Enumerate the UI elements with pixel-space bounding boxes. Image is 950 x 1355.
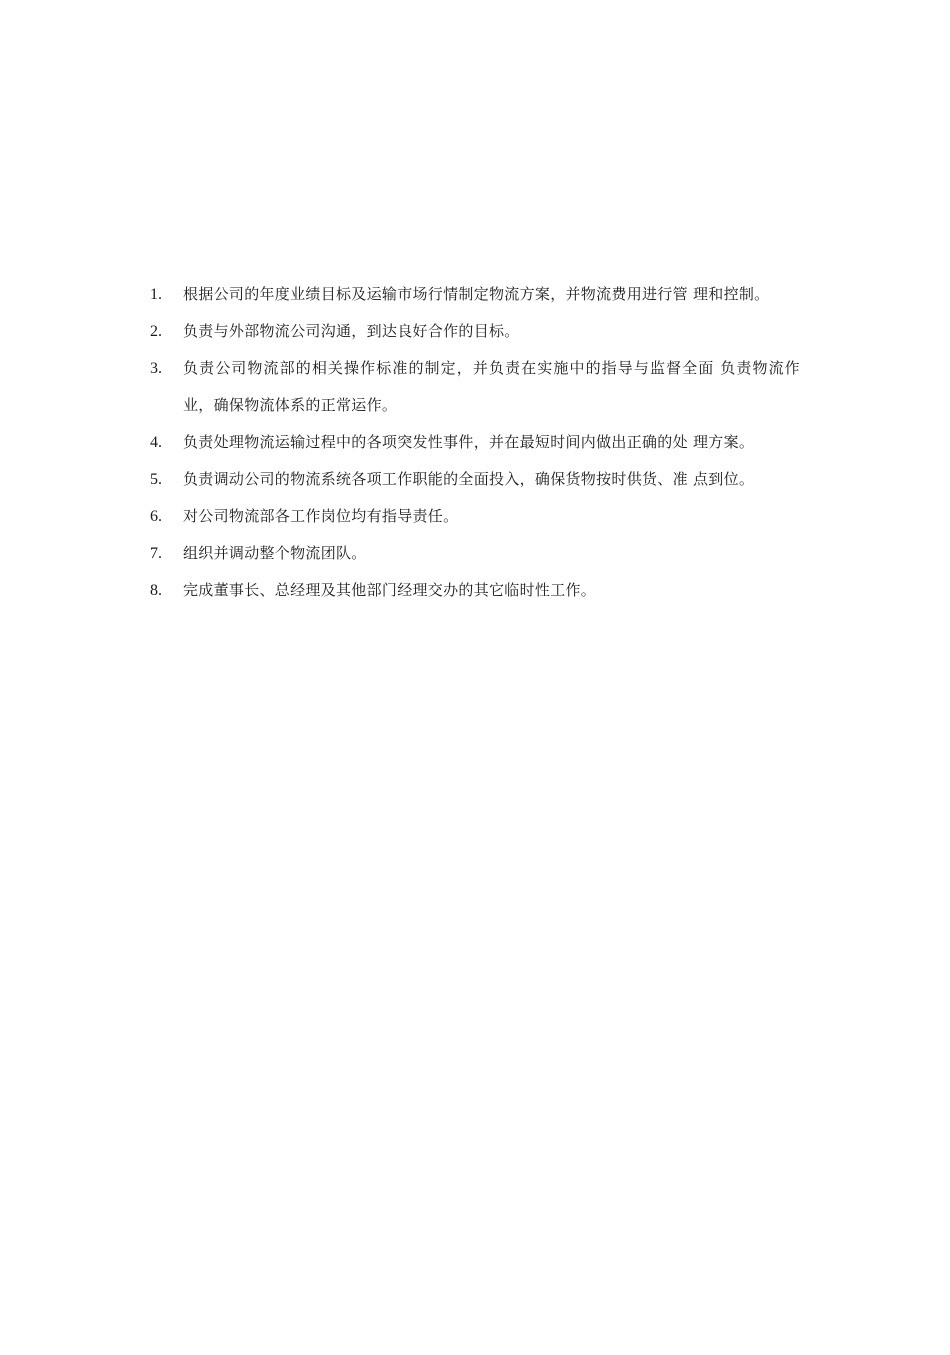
item-number: 6.	[150, 508, 162, 525]
item-number: 2.	[150, 323, 162, 340]
item-number: 7.	[150, 545, 162, 562]
item-text: 负责与外部物流公司沟通，到达良好合作的目标。	[183, 322, 520, 340]
item-text: 负责公司物流部的相关操作标准的制定，并负责在实施中的指导与监督全面 负责物流作业，确保物流体系的正常运作。	[183, 359, 800, 414]
item-number: 5.	[150, 471, 162, 488]
item-text: 组织并调动整个物流团队。	[183, 544, 367, 562]
list-item	[150, 424, 800, 461]
item-text: 完成董事长、总经理及其他部门经理交办的其它临时性工作。	[183, 581, 597, 599]
list-item	[150, 350, 800, 424]
item-number: 8.	[150, 582, 162, 599]
item-text: 负责调动公司的物流系统各项工作职能的全面投入，确保货物按时供货、准 点到位。	[183, 470, 755, 488]
list-item	[150, 313, 800, 350]
list-item	[150, 572, 800, 609]
item-text: 对公司物流部各工作岗位均有指导责任。	[183, 507, 459, 525]
item-text: 根据公司的年度业绩目标及运输市场行情制定物流方案，并物流费用进行管 理和控制。	[183, 285, 770, 303]
list-item	[150, 461, 800, 498]
list-item	[150, 498, 800, 535]
item-text: 负责处理物流运输过程中的各项突发性事件，并在最短时间内做出正确的处 理方案。	[183, 433, 755, 451]
item-number: 4.	[150, 434, 162, 451]
list-item	[150, 535, 800, 572]
list-item	[150, 276, 800, 313]
item-number: 3.	[150, 360, 162, 377]
item-number: 1.	[150, 286, 162, 303]
duty-list	[150, 276, 800, 609]
